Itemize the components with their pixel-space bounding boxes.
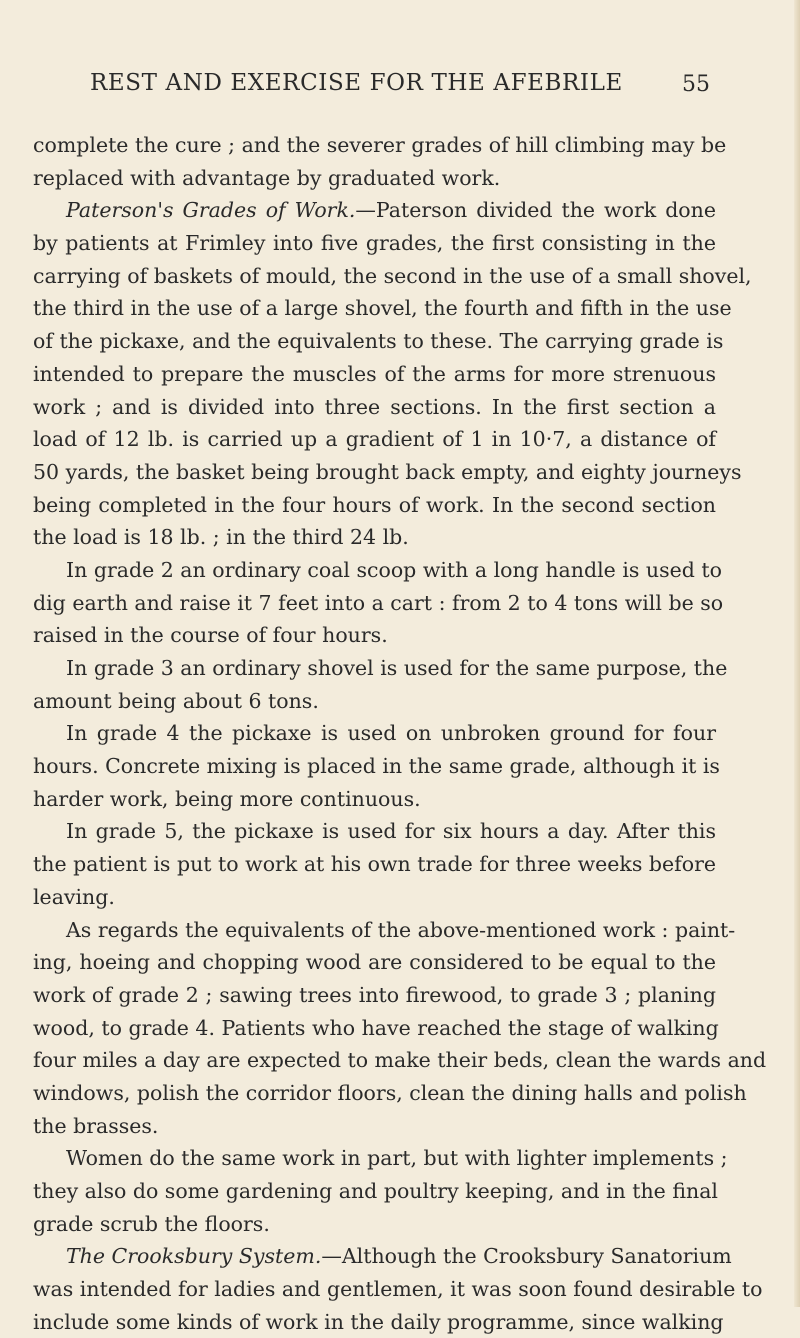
- page-number: 55: [682, 72, 710, 97]
- text-line: four miles a day are expected to make their beds, clean the wards and: [33, 1048, 767, 1073]
- section-heading-patersons-grades: Paterson's Grades of Work.: [66, 198, 356, 223]
- text-line: by patients at Frimley into five grades, the first consisting in the: [33, 231, 716, 256]
- text-line: carrying of baskets of mould, the second in the use of a small shovel,: [33, 263, 752, 288]
- text-line: 50 yards, the basket being brought back empty, and eighty journeys: [33, 459, 742, 484]
- text-line: harder work, being more continuous.: [33, 786, 421, 811]
- text-line: they also do some gardening and poultry keeping, and in the final: [33, 1179, 718, 1203]
- text-line: hours. Concrete mixing is placed in the same grade, although it is: [33, 754, 720, 779]
- text-line: intended to prepare the muscles of the arms for more strenuous: [33, 361, 716, 386]
- text-line: being completed in the four hours of work. In the second section: [33, 492, 716, 517]
- paragraph-heading-line: [33, 194, 716, 227]
- text-line: the load is 18 lb. ; in the third 24 lb.: [33, 525, 409, 550]
- text-line: raised in the course of four hours.: [33, 623, 388, 648]
- text-line: dig earth and raise it 7 feet into a cart : from 2 to 4 tons will be so: [33, 590, 724, 615]
- text-line: In grade 3 an ordinary shovel is used for the same purpose, the: [66, 656, 728, 680]
- text-line: In grade 5, the pickaxe is used for six hours a day. After this: [66, 819, 716, 844]
- text-line: replaced with advantage by graduated work.: [33, 165, 501, 190]
- page-edge: [794, 0, 800, 1307]
- text-line: work of grade 2 ; sawing trees into firewood, to grade 3 ; planing: [33, 982, 716, 1007]
- text-line: grade scrub the floors.: [33, 1211, 270, 1236]
- section-heading-crooksbury-system: The Crooksbury System.: [66, 1244, 322, 1269]
- paragraph-heading-line: [33, 1240, 732, 1273]
- text-line: work ; and is divided into three sections. In the first section a: [33, 394, 716, 419]
- body-text: [33, 129, 767, 1338]
- text-line: amount being about 6 tons.: [33, 688, 319, 713]
- text-line: of the pickaxe, and the equivalents to these. The carrying grade is: [33, 329, 724, 354]
- text-line: In grade 4 the pickaxe is used on unbroken ground for four: [66, 721, 716, 746]
- text-segment: —Although the Crooksbury Sanatorium: [321, 1244, 732, 1269]
- running-head-title: REST AND EXERCISE FOR THE AFEBRILE: [90, 70, 623, 96]
- text-line: complete the cure ; and the severer grades of hill climbing may be: [33, 133, 727, 157]
- text-line: load of 12 lb. is carried up a gradient of 1 in 10·7, a distance of: [33, 427, 716, 452]
- text-line: ing, hoeing and chopping wood are considered to be equal to the: [33, 950, 716, 975]
- text-line: windows, polish the corridor floors, clean the dining halls and polish: [33, 1080, 747, 1105]
- text-line: In grade 2 an ordinary coal scoop with a long handle is used to: [66, 557, 722, 582]
- text-line: Women do the same work in part, but with lighter implements ;: [66, 1146, 728, 1171]
- text-line: include some kinds of work in the daily programme, since walking: [33, 1309, 724, 1334]
- text-segment: —Paterson divided the work done: [355, 198, 716, 223]
- text-line: the third in the use of a large shovel, the fourth and fifth in the use: [33, 296, 732, 321]
- text-line: wood, to grade 4. Patients who have reached the stage of walking: [33, 1015, 719, 1040]
- text-line: was intended for ladies and gentlemen, it was soon found desirable to: [33, 1277, 763, 1302]
- running-header: [90, 64, 710, 104]
- text-line: the patient is put to work at his own trade for three weeks before: [33, 852, 716, 877]
- text-line: the brasses.: [33, 1113, 159, 1138]
- text-line: leaving.: [33, 884, 115, 909]
- text-line: As regards the equivalents of the above-mentioned work : paint-: [66, 917, 736, 942]
